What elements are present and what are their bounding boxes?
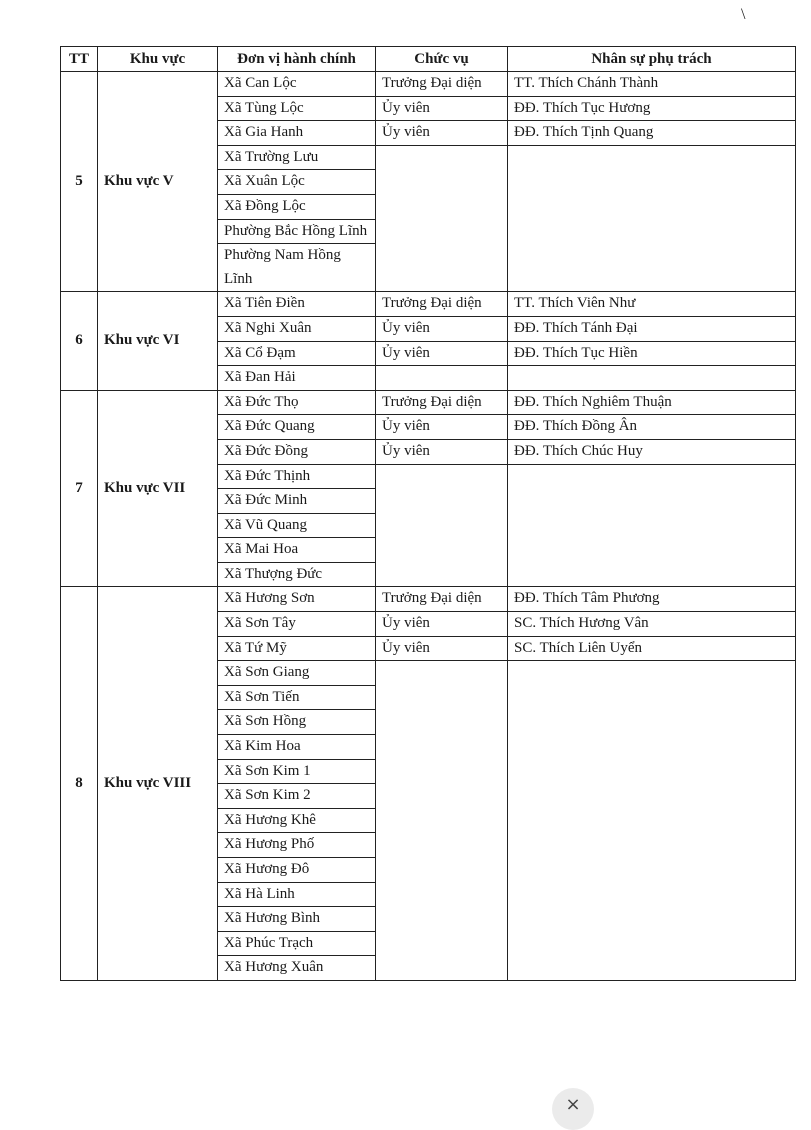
unit-cell: Xã Mai Hoa (218, 538, 376, 563)
person-cell: TT. Thích Chánh Thành (508, 72, 796, 97)
unit-cell: Xã Gia Hanh (218, 121, 376, 146)
unit-cell: Xã Sơn Kim 2 (218, 784, 376, 809)
role-cell: Ủy viên (376, 612, 508, 637)
unit-cell: Xã Nghi Xuân (218, 316, 376, 341)
unit-cell: Xã Vũ Quang (218, 513, 376, 538)
unit-cell: Xã Sơn Giang (218, 661, 376, 686)
unit-cell: Xã Can Lộc (218, 72, 376, 97)
area-name: Khu vực VII (98, 390, 218, 587)
row-number: 7 (61, 390, 98, 587)
unit-cell: Xã Đức Thọ (218, 390, 376, 415)
person-cell: SC. Thích Liên Uyển (508, 636, 796, 661)
header-unit: Đơn vị hành chính (218, 47, 376, 72)
header-role: Chức vụ (376, 47, 508, 72)
person-cell: ĐĐ. Thích Đồng Ân (508, 415, 796, 440)
role-cell: Ủy viên (376, 439, 508, 464)
person-cell: SC. Thích Hương Vân (508, 612, 796, 637)
page-number-mark: \ (741, 6, 746, 23)
table-body (61, 72, 796, 981)
role-cell: Ủy viên (376, 121, 508, 146)
unit-cell: Xã Sơn Tây (218, 612, 376, 637)
unit-cell: Xã Sơn Hồng (218, 710, 376, 735)
role-cell: Trưởng Đại diện (376, 587, 508, 612)
role-cell-empty (376, 464, 508, 587)
person-cell: ĐĐ. Thích Nghiêm Thuận (508, 390, 796, 415)
person-cell: ĐĐ. Thích Tục Hiền (508, 341, 796, 366)
area-name: Khu vực VIII (98, 587, 218, 981)
person-cell-empty (508, 145, 796, 292)
unit-cell: Xã Đức Đồng (218, 439, 376, 464)
unit-cell: Phường Bắc Hồng Lĩnh (218, 219, 376, 244)
unit-cell: Xã Tứ Mỹ (218, 636, 376, 661)
table-header-row (61, 47, 796, 72)
role-cell: Ủy viên (376, 636, 508, 661)
person-cell: TT. Thích Viên Như (508, 292, 796, 317)
unit-cell: Xã Tiên Điền (218, 292, 376, 317)
table-row (61, 72, 796, 97)
header-person: Nhân sự phụ trách (508, 47, 796, 72)
close-button[interactable] (552, 1088, 594, 1130)
unit-cell: Xã Đức Quang (218, 415, 376, 440)
role-cell: Trưởng Đại diện (376, 390, 508, 415)
unit-cell: Xã Hương Đô (218, 858, 376, 883)
unit-cell: Xã Đức Minh (218, 489, 376, 514)
table-row (61, 587, 796, 612)
unit-cell: Xã Đồng Lộc (218, 194, 376, 219)
role-cell: Trưởng Đại diện (376, 72, 508, 97)
unit-cell: Xã Hương Xuân (218, 956, 376, 981)
unit-cell: Phường Nam Hồng Lĩnh (218, 244, 376, 292)
role-cell-empty (376, 145, 508, 292)
row-number: 8 (61, 587, 98, 981)
person-cell: ĐĐ. Thích Tâm Phương (508, 587, 796, 612)
unit-cell: Xã Hương Bình (218, 907, 376, 932)
role-cell: Ủy viên (376, 316, 508, 341)
person-cell-empty (508, 464, 796, 587)
table-row (61, 390, 796, 415)
unit-cell: Xã Kim Hoa (218, 735, 376, 760)
person-cell: ĐĐ. Thích Tục Hương (508, 96, 796, 121)
unit-cell: Xã Xuân Lộc (218, 170, 376, 195)
unit-cell: Xã Cổ Đạm (218, 341, 376, 366)
unit-cell: Xã Thượng Đức (218, 562, 376, 587)
person-cell (508, 366, 796, 391)
unit-cell: Xã Tùng Lộc (218, 96, 376, 121)
area-name: Khu vực V (98, 72, 218, 292)
role-cell (376, 366, 508, 391)
unit-cell: Xã Phúc Trạch (218, 931, 376, 956)
row-number: 5 (61, 72, 98, 292)
unit-cell: Xã Hương Phố (218, 833, 376, 858)
person-cell-empty (508, 661, 796, 981)
unit-cell: Xã Sơn Tiến (218, 685, 376, 710)
person-cell: ĐĐ. Thích Tịnh Quang (508, 121, 796, 146)
area-name: Khu vực VI (98, 292, 218, 390)
role-cell: Ủy viên (376, 341, 508, 366)
header-area: Khu vực (98, 47, 218, 72)
close-icon: × (565, 1094, 581, 1115)
unit-cell: Xã Đan Hải (218, 366, 376, 391)
person-cell: ĐĐ. Thích Chúc Huy (508, 439, 796, 464)
unit-cell: Xã Hương Khê (218, 808, 376, 833)
viewer-bottom-bar (0, 1068, 811, 1109)
unit-cell: Xã Trường Lưu (218, 145, 376, 170)
role-cell: Ủy viên (376, 415, 508, 440)
person-cell: ĐĐ. Thích Tánh Đại (508, 316, 796, 341)
unit-cell: Xã Hà Linh (218, 882, 376, 907)
personnel-table (60, 46, 796, 981)
unit-cell: Xã Sơn Kim 1 (218, 759, 376, 784)
unit-cell: Xã Hương Sơn (218, 587, 376, 612)
header-tt: TT (61, 47, 98, 72)
role-cell-empty (376, 661, 508, 981)
unit-cell: Xã Đức Thịnh (218, 464, 376, 489)
role-cell: Ủy viên (376, 96, 508, 121)
role-cell: Trưởng Đại diện (376, 292, 508, 317)
row-number: 6 (61, 292, 98, 390)
table-row (61, 292, 796, 317)
